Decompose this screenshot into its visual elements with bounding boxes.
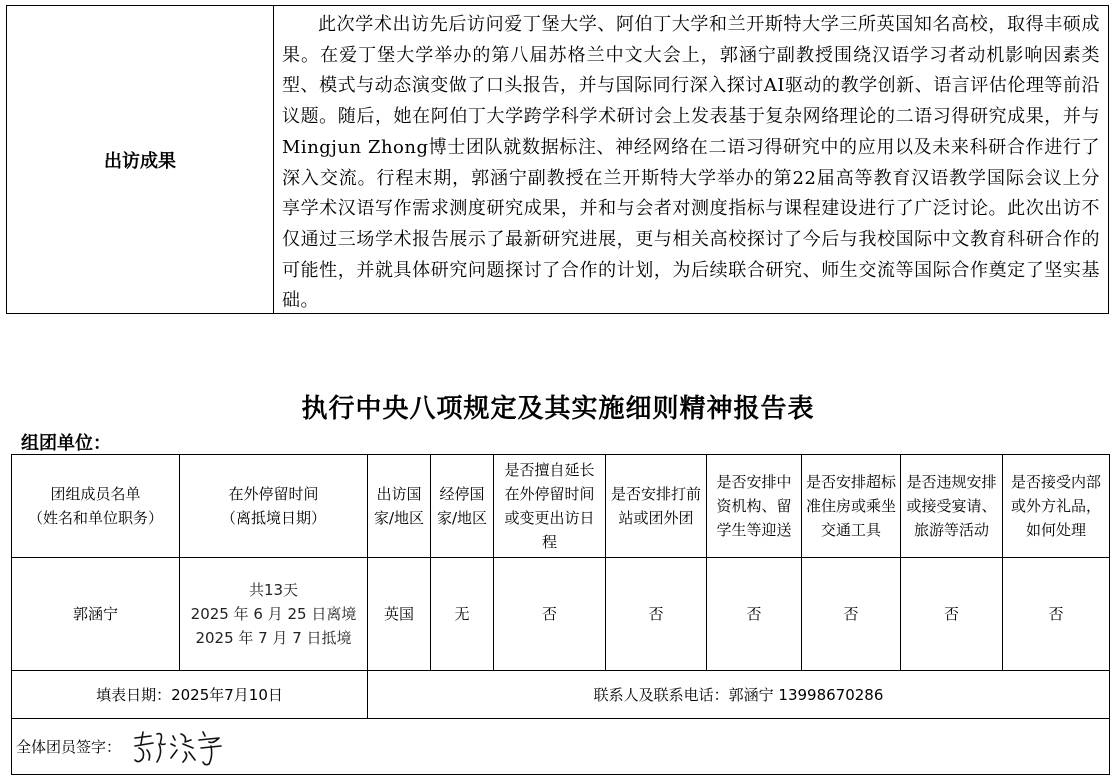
housing-value: 否 (802, 558, 901, 671)
transit-value: 无 (431, 558, 494, 671)
header-stay-line1: 在外停留时间 (228, 485, 319, 503)
greet-value: 否 (707, 558, 802, 671)
result-label: 出访成果 (7, 6, 274, 313)
stay-period (180, 558, 368, 671)
member-row (12, 558, 1110, 671)
stay-days: 共13天 (248, 581, 299, 599)
header-member-line1: 团组成员名单 (50, 485, 141, 503)
org-label: 组团单位： (21, 433, 111, 454)
header-transit: 经停国家/地区 (431, 455, 494, 558)
header-row (12, 455, 1110, 558)
station-value: 否 (606, 558, 707, 671)
header-stay (180, 455, 368, 558)
header-country: 出访国家/地区 (368, 455, 431, 558)
handwritten-signature-image (129, 726, 239, 768)
return-date: 2025 年 7 月 7 日抵境 (195, 629, 352, 647)
depart-date: 2025 年 6 月 25 日离境 (190, 605, 357, 623)
signature-label: 全体团员签字： (16, 737, 122, 756)
country-value: 英国 (368, 558, 431, 671)
header-stay-line2: （离抵境日期） (220, 509, 326, 527)
report-title: 执行中央八项规定及其实施细则精神报告表 (301, 394, 815, 424)
extend-value: 否 (494, 558, 606, 671)
header-station: 是否安排打前站或团外团 (606, 455, 707, 558)
banquet-value: 否 (901, 558, 1003, 671)
header-gift: 是否接受内部或外方礼品，如何处理 (1003, 455, 1110, 558)
member-name: 郭涵宁 (12, 558, 180, 671)
result-table (6, 5, 1109, 314)
report-table (11, 454, 1110, 775)
result-text: 此次学术出访先后访问爱丁堡大学、阿伯丁大学和兰开斯特大学三所英国知名高校，取得丰硕成果。在爱丁堡大学举办的第八届苏格兰中文大会上，郭涵宁副教授围绕汉语学习者动机影响因素类型、模式与动态演变做了口头报告，并与国际同行深入探讨AI驱动的教学创新、语言评估伦理等前沿议题。随后，她在阿伯丁大学跨学科学术研讨会上发表基于复杂网络理论的二语习得研究成果，并与Mingjun Zhong博士团队就数据标注、神经网络在二语习得研究中的应用以及未来科研合作进行了深入交流。行程末期，郭涵宁副教授在兰开斯特大学举办的第22届高等教育汉语教学国际会议上分享学术汉语写作需求测度研究成果，并和与会者对测度指标与课程建设进行了广泛讨论。此次出访不仅通过三场学术报告展示了最新研究进展，更与相关高校探讨了今后与我校国际中文教育科研合作的可能性，并就具体研究问题探讨了合作的计划，为后续联合研究、师生交流等国际合作奠定了坚实基础。 (282, 14, 1100, 312)
header-housing: 是否安排超标准住房或乘坐交通工具 (802, 455, 901, 558)
header-greet: 是否安排中资机构、留学生等迎送 (707, 455, 802, 558)
fill-date: 填表日期：2025年7月10日 (12, 671, 368, 719)
header-banquet: 是否违规安排或接受宴请、旅游等活动 (901, 455, 1003, 558)
gift-value: 否 (1003, 558, 1110, 671)
signature-row (12, 719, 1110, 775)
info-row (12, 671, 1110, 719)
signature-cell (12, 719, 1110, 775)
contact-info: 联系人及联系电话：郭涵宁 13998670286 (368, 671, 1110, 719)
header-member (12, 455, 180, 558)
header-member-line2: （姓名和单位职务） (27, 509, 163, 527)
header-extend: 是否擅自延长在外停留时间或变更出访日程 (494, 455, 606, 558)
